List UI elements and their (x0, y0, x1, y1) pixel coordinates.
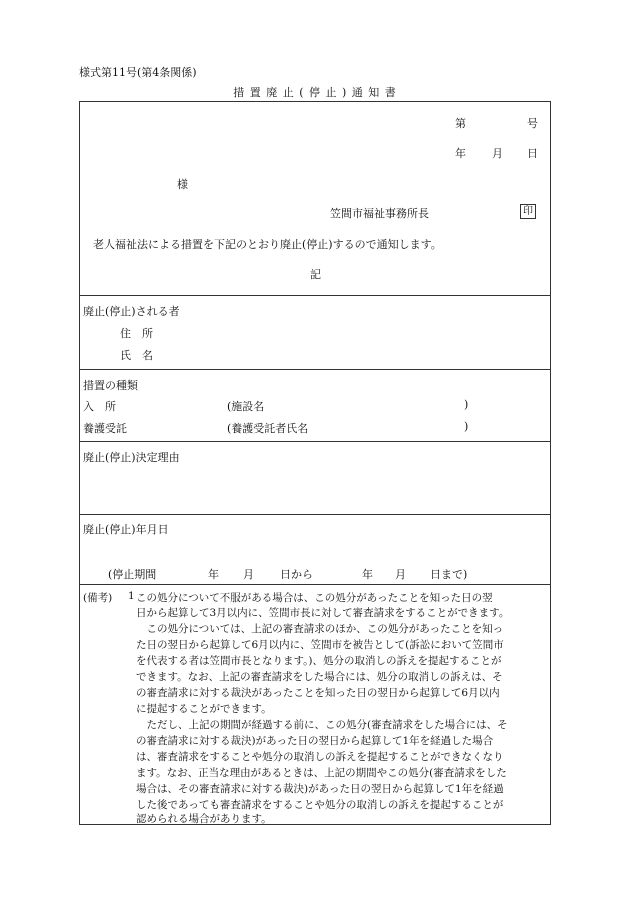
address-label: 住 所 (120, 327, 153, 340)
remarks-line: ただし、上記の期間が経過する前に、この処分(審査請求をした場合には、そ (136, 719, 508, 731)
remarks-line: できます。なお、上記の審査請求をした場合には、処分の取消しの訴えは、そ (136, 671, 503, 683)
seal-text: 印 (520, 204, 536, 219)
remarks-line: を代表する者は笠間市長となります。)、処分の取消しの訴えを提起することが (136, 655, 502, 667)
date-year: 年 (455, 147, 466, 160)
to-day: 日まで) (430, 568, 468, 581)
remarks-line: 認められる場合があります。 (136, 813, 272, 825)
remarks-line: は、審査請求をすることや処分の取消しの訴えを提起することができなくなり (136, 751, 504, 763)
remarks-line: 場合は、その審査請求に対する裁決)があった日の翌日から起算して1年を経過 (136, 783, 504, 795)
addressee-suffix: 様 (177, 178, 188, 191)
to-month: 月 (395, 568, 406, 581)
date-day: 日 (527, 147, 538, 160)
divider-person (79, 369, 551, 370)
divider-date (79, 584, 551, 585)
from-month: 月 (243, 568, 254, 581)
remarks-number: 1 (128, 590, 135, 602)
measure-row1-label: 入 所 (83, 400, 116, 413)
remarks-label: (備考) (83, 592, 113, 604)
remarks-line: この処分については、上記の審査請求のほか、この処分があったことを知っ (136, 623, 504, 635)
notice-body: 老人福祉法による措置を下記のとおり廃止(停止)するので通知します。 (93, 238, 442, 251)
document-title: 措 置 廃 止 ( 停 止 ) 通 知 書 (233, 86, 397, 99)
remarks-line: した後であっても審査請求をすることや処分の取消しの訴えを提起することが (136, 799, 504, 811)
issuer-title: 笠間市福祉事務所長 (330, 207, 429, 220)
facility-close-paren: ) (464, 398, 469, 411)
measure-heading: 措置の種類 (83, 379, 138, 392)
divider-reason (79, 514, 551, 515)
from-day: 日から (280, 568, 313, 581)
remarks-line: 日から起算して3月以内に、笠間市長に対して審査請求をすることができます。 (136, 607, 510, 619)
form-number: 様式第11号(第4条関係) (79, 66, 197, 79)
remarks-line: の審査請求に対する裁決があったことを知った日の翌日から起算して6月以内 (136, 687, 500, 699)
divider-measure (79, 441, 551, 442)
remarks-line: この処分について不服がある場合は、この処分があったことを知った日の翌 (136, 592, 493, 604)
person-heading: 廃止(停止)される者 (83, 305, 180, 318)
number-label-dai: 第 (455, 117, 466, 130)
name-label: 氏 名 (120, 349, 153, 362)
to-year: 年 (362, 568, 373, 581)
period-open: (停止期間 (108, 568, 157, 581)
remarks-line: の審査請求に対する裁決)があった日の翌日から起算して1年を経過した場合 (136, 735, 494, 747)
reason-heading: 廃止(停止)決定理由 (83, 451, 180, 464)
number-label-go: 号 (527, 117, 538, 130)
measure-row2-label: 養護受託 (83, 422, 127, 435)
remarks-line: た日の翌日から起算して6月以内に、笠間市を被告として(訴訟において笠間市 (136, 639, 504, 651)
seal-mark (520, 204, 536, 219)
remarks-line: に提起することができます。 (136, 703, 272, 715)
date-heading: 廃止(停止)年月日 (83, 523, 169, 536)
from-year: 年 (208, 568, 219, 581)
divider-notice (79, 295, 551, 296)
caretaker-name-field: (養護受託者氏名 (227, 422, 309, 435)
ki-label: 記 (310, 268, 321, 281)
facility-name-field: (施設名 (227, 400, 265, 413)
caretaker-close-paren: ) (464, 420, 469, 433)
remarks-line: ます。なお、正当な理由があるときは、上記の期間やこの処分(審査請求をした (136, 767, 507, 779)
date-month: 月 (492, 147, 503, 160)
